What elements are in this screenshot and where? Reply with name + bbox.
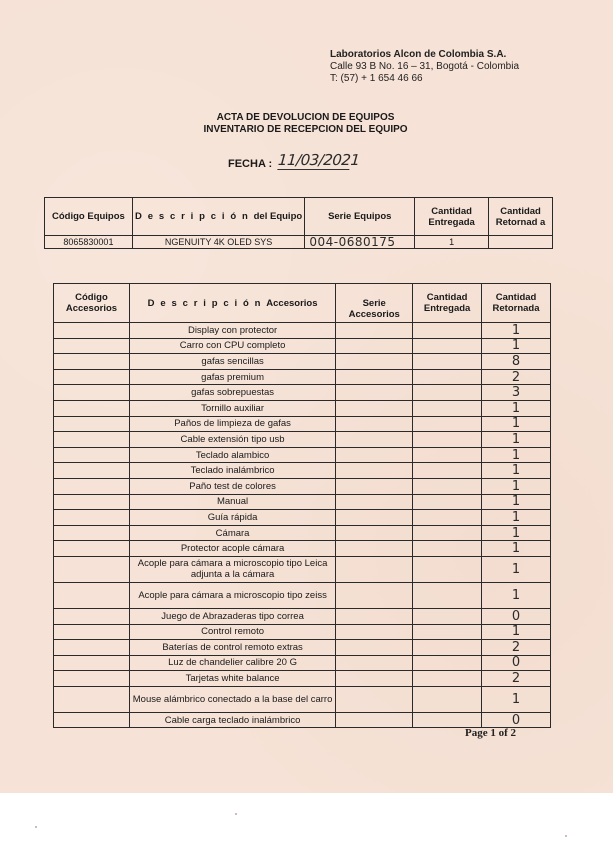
- scan-speck: [235, 813, 237, 815]
- accessories-table: [53, 283, 551, 728]
- cell-retornada: [489, 236, 553, 249]
- table-row: [54, 582, 551, 608]
- header-descripcion-equipo: [132, 198, 305, 236]
- header-descripcion-tail: Accesorios: [266, 297, 318, 309]
- cell-serie: [336, 608, 413, 624]
- table-row: [54, 385, 551, 401]
- cell-descripcion: NGENUITY 4K OLED SYS: [132, 236, 305, 249]
- cell-retornada-handwritten: 0: [482, 712, 551, 728]
- header-descripcion-spaced: D e s c r i p c i ó n: [135, 211, 250, 222]
- table-row: [54, 338, 551, 354]
- cell-entregada: [413, 338, 482, 354]
- equipment-table-header: [45, 198, 553, 236]
- table-row: [54, 624, 551, 640]
- cell-retornada-handwritten: 3: [482, 385, 551, 401]
- cell-codigo: [54, 447, 130, 463]
- cell-descripcion: Guía rápida: [129, 510, 335, 526]
- cell-codigo: [54, 608, 130, 624]
- table-row: [54, 369, 551, 385]
- cell-serie: [336, 463, 413, 479]
- cell-codigo: [54, 556, 130, 582]
- cell-codigo: [54, 369, 130, 385]
- cell-codigo: [54, 525, 130, 541]
- cell-serie: [336, 432, 413, 448]
- cell-descripcion: Acople para cámara a microscopio tipo zeiss: [129, 582, 335, 608]
- cell-entregada: [413, 671, 482, 687]
- cell-descripcion: Cámara: [129, 525, 335, 541]
- cell-codigo: [54, 416, 130, 432]
- cell-entregada: [413, 624, 482, 640]
- header-cantidad-entregada: Cantidad Entregada: [413, 284, 482, 323]
- cell-entregada: [413, 463, 482, 479]
- cell-retornada-handwritten: 2: [482, 369, 551, 385]
- cell-entregada: [413, 582, 482, 608]
- cell-descripcion: gafas sencillas: [129, 354, 335, 370]
- cell-serie: [336, 686, 413, 712]
- table-row: [54, 510, 551, 526]
- cell-descripcion: Paños de limpieza de gafas: [129, 416, 335, 432]
- cell-codigo: [54, 510, 130, 526]
- cell-serie: [336, 671, 413, 687]
- header-cantidad-retornada: Cantidad Retornada: [482, 284, 551, 323]
- cell-descripcion: Acople para cámara a microscopio tipo Leica adjunta a la cámara: [129, 556, 335, 582]
- cell-codigo: [54, 712, 130, 728]
- header-descripcion-accesorios: [129, 284, 335, 323]
- cell-serie: [336, 385, 413, 401]
- cell-entregada: [413, 416, 482, 432]
- header-descripcion-tail: del Equipo: [253, 211, 303, 222]
- scan-speck: [565, 835, 567, 837]
- cell-entregada: [413, 525, 482, 541]
- cell-retornada-handwritten: 1: [482, 510, 551, 526]
- cell-serie: [336, 354, 413, 370]
- cell-retornada-handwritten: 1: [482, 416, 551, 432]
- cell-entregada: [413, 494, 482, 510]
- header-cantidad-retornada: Cantidad Retornad a: [489, 198, 553, 236]
- cell-codigo: [54, 640, 130, 656]
- company-phone: T: (57) + 1 654 46 66: [330, 73, 423, 84]
- equipment-table: [44, 197, 553, 249]
- cell-serie: [336, 338, 413, 354]
- accessories-table-header: [54, 284, 551, 323]
- table-row: [54, 354, 551, 370]
- cell-descripcion: Control remoto: [129, 624, 335, 640]
- cell-codigo: [54, 686, 130, 712]
- cell-retornada-handwritten: 1: [482, 541, 551, 557]
- cell-serie: [336, 416, 413, 432]
- cell-retornada-handwritten: 1: [482, 400, 551, 416]
- cell-serie: [336, 541, 413, 557]
- cell-codigo: [54, 400, 130, 416]
- cell-entregada: [413, 369, 482, 385]
- cell-entregada: [413, 385, 482, 401]
- cell-serie: [336, 510, 413, 526]
- table-row: [54, 432, 551, 448]
- cell-descripcion: Paño test de colores: [129, 478, 335, 494]
- cell-entregada: [413, 686, 482, 712]
- cell-entregada: [413, 323, 482, 339]
- cell-descripcion: gafas premium: [129, 369, 335, 385]
- cell-serie: [336, 400, 413, 416]
- cell-codigo: [54, 354, 130, 370]
- cell-codigo: [54, 338, 130, 354]
- cell-retornada-handwritten: 1: [482, 556, 551, 582]
- cell-retornada-handwritten: 1: [482, 525, 551, 541]
- table-row: [54, 494, 551, 510]
- cell-retornada-handwritten: 1: [482, 624, 551, 640]
- header-descripcion-spaced: D e s c r i p c i ó n: [147, 297, 263, 309]
- table-row: [54, 400, 551, 416]
- fecha-value: 11/03/2021: [277, 151, 361, 169]
- cell-codigo: [54, 463, 130, 479]
- cell-serie: [336, 494, 413, 510]
- cell-serie: [336, 525, 413, 541]
- table-row: [54, 323, 551, 339]
- cell-retornada-handwritten: 1: [482, 447, 551, 463]
- cell-codigo: [54, 494, 130, 510]
- cell-retornada-handwritten: 8: [482, 354, 551, 370]
- cell-descripcion: Tornillo auxiliar: [129, 400, 335, 416]
- header-serie-equipos: Serie Equipos: [305, 198, 415, 236]
- cell-entregada: [413, 640, 482, 656]
- cell-serie: [336, 640, 413, 656]
- table-row: [54, 671, 551, 687]
- cell-serie-handwritten: 004-0680175: [305, 236, 415, 249]
- cell-descripcion: Baterías de control remoto extras: [129, 640, 335, 656]
- company-address: Calle 93 B No. 16 – 31, Bogotá - Colombia: [330, 61, 519, 72]
- document-title: [0, 112, 616, 136]
- cell-entregada: 1: [415, 236, 489, 249]
- cell-entregada: [413, 712, 482, 728]
- table-row: [54, 655, 551, 671]
- cell-serie: [336, 323, 413, 339]
- cell-descripcion: Carro con CPU completo: [129, 338, 335, 354]
- cell-retornada-handwritten: 1: [482, 494, 551, 510]
- table-row: [45, 236, 553, 249]
- table-row: [54, 712, 551, 728]
- cell-serie: [336, 369, 413, 385]
- cell-codigo: [54, 655, 130, 671]
- table-row: [54, 686, 551, 712]
- cell-entregada: [413, 478, 482, 494]
- cell-serie: [336, 478, 413, 494]
- cell-descripcion: Cable extensión tipo usb: [129, 432, 335, 448]
- cell-retornada-handwritten: 0: [482, 608, 551, 624]
- table-row: [54, 416, 551, 432]
- cell-retornada-handwritten: 1: [482, 582, 551, 608]
- cell-codigo: 8065830001: [45, 236, 133, 249]
- table-row: [54, 608, 551, 624]
- cell-retornada-handwritten: 1: [482, 478, 551, 494]
- cell-descripcion: Teclado inalámbrico: [129, 463, 335, 479]
- page-indicator: Page 1 of 2: [465, 727, 517, 739]
- cell-descripcion: Protector acople cámara: [129, 541, 335, 557]
- cell-entregada: [413, 447, 482, 463]
- table-row: [54, 640, 551, 656]
- cell-retornada-handwritten: 2: [482, 640, 551, 656]
- cell-retornada-handwritten: 1: [482, 432, 551, 448]
- cell-entregada: [413, 400, 482, 416]
- cell-descripcion: Luz de chandelier calibre 20 G: [129, 655, 335, 671]
- header-codigo-equipos: Código Equipos: [45, 198, 133, 236]
- title-line-1: ACTA DE DEVOLUCION DE EQUIPOS: [216, 112, 395, 123]
- header-cantidad-entregada: Cantidad Entregada: [415, 198, 489, 236]
- cell-descripcion: Display con protector: [129, 323, 335, 339]
- cell-serie: [336, 556, 413, 582]
- cell-retornada-handwritten: 1: [482, 323, 551, 339]
- table-row: [54, 463, 551, 479]
- cell-codigo: [54, 323, 130, 339]
- cell-serie: [336, 712, 413, 728]
- cell-descripcion: Mouse alámbrico conectado a la base del carro: [129, 686, 335, 712]
- company-header: [330, 49, 519, 85]
- cell-retornada-handwritten: 2: [482, 671, 551, 687]
- table-row: [54, 556, 551, 582]
- cell-descripcion: Cable carga teclado inalámbrico: [129, 712, 335, 728]
- cell-codigo: [54, 385, 130, 401]
- cell-entregada: [413, 541, 482, 557]
- table-row: [54, 478, 551, 494]
- cell-codigo: [54, 624, 130, 640]
- cell-descripcion: Teclado alambico: [129, 447, 335, 463]
- cell-serie: [336, 655, 413, 671]
- cell-entregada: [413, 432, 482, 448]
- table-row: [54, 447, 551, 463]
- cell-entregada: [413, 510, 482, 526]
- cell-entregada: [413, 556, 482, 582]
- cell-descripcion: gafas sobrepuestas: [129, 385, 335, 401]
- header-codigo-accesorios: Código Accesorios: [54, 284, 130, 323]
- scan-speck: [35, 826, 37, 828]
- accessories-table-body: [54, 323, 551, 728]
- cell-descripcion: Tarjetas white balance: [129, 671, 335, 687]
- cell-codigo: [54, 432, 130, 448]
- header-serie-accesorios: Serie Accesorios: [336, 284, 413, 323]
- title-line-2: INVENTARIO DE RECEPCION DEL EQUIPO: [203, 124, 408, 135]
- table-row: [54, 541, 551, 557]
- cell-codigo: [54, 541, 130, 557]
- cell-descripcion: Manual: [129, 494, 335, 510]
- cell-retornada-handwritten: 1: [482, 686, 551, 712]
- cell-codigo: [54, 582, 130, 608]
- cell-entregada: [413, 655, 482, 671]
- cell-retornada-handwritten: 1: [482, 463, 551, 479]
- cell-entregada: [413, 354, 482, 370]
- cell-retornada-handwritten: 0: [482, 655, 551, 671]
- cell-retornada-handwritten: 1: [482, 338, 551, 354]
- fecha-label: FECHA :: [228, 158, 273, 170]
- cell-serie: [336, 447, 413, 463]
- cell-entregada: [413, 608, 482, 624]
- table-row: [54, 525, 551, 541]
- cell-codigo: [54, 478, 130, 494]
- cell-descripcion: Juego de Abrazaderas tipo correa: [129, 608, 335, 624]
- company-name: Laboratorios Alcon de Colombia S.A.: [330, 49, 507, 60]
- cell-serie: [336, 582, 413, 608]
- cell-serie: [336, 624, 413, 640]
- cell-codigo: [54, 671, 130, 687]
